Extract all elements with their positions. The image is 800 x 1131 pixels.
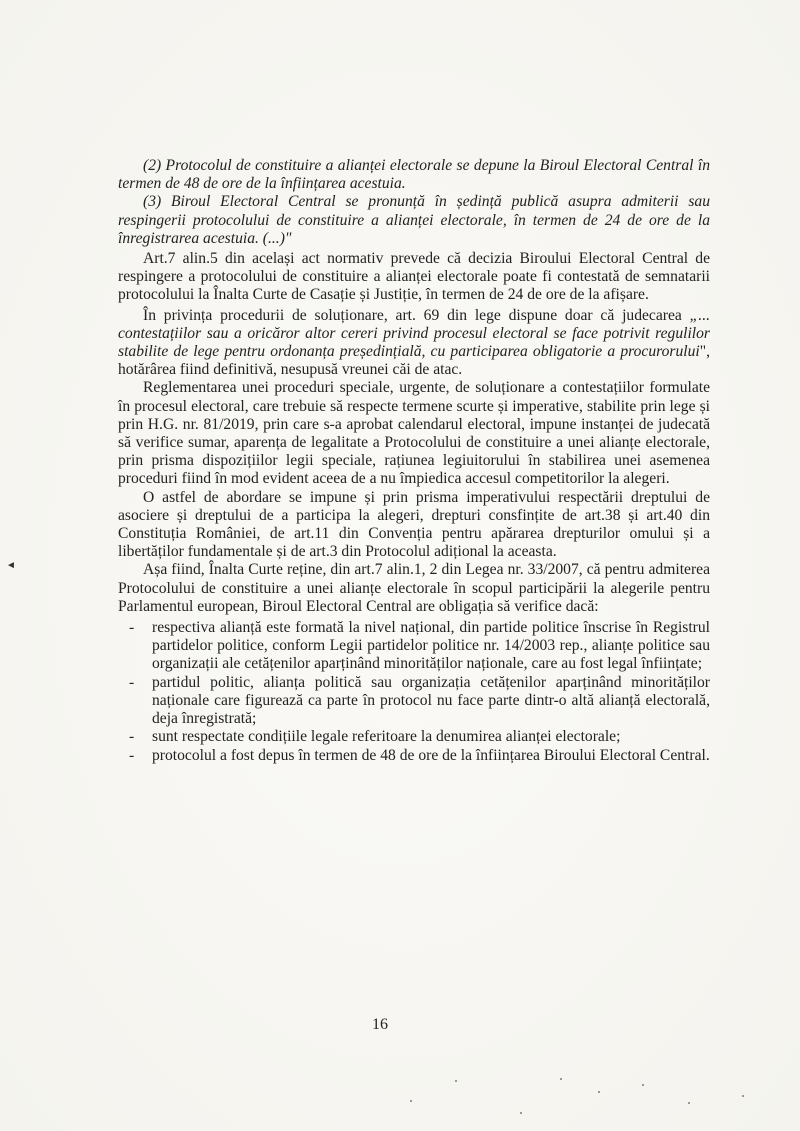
list-item — [118, 674, 710, 729]
document-body — [118, 157, 710, 765]
list-item-text: partidul politic, alianța politică sau organizația cetățenilor aparținând minorităților naționale care figurează ca parte în protocol nu face parte dintr-o altă alianță electorală, deja înregistrată; — [152, 673, 710, 728]
margin-arrow-icon: ◄ — [6, 560, 16, 571]
bullet-marker: - — [129, 728, 135, 746]
list-item-text: sunt respectate condițiile legale referitoare la denumirea alianței electorale; — [152, 728, 621, 746]
bullet-marker: - — [129, 746, 135, 764]
bullet-marker: - — [129, 673, 135, 691]
conditions-list — [118, 619, 710, 765]
list-item — [118, 619, 710, 674]
list-item — [118, 747, 710, 765]
paragraph-approach: O astfel de abordare se impune și prin prisma imperativului respectării dreptului de asociere și dreptului de a participa la alegeri, drepturi consfințite de art.38 și art.40 din Constituția României, de art.11 din Convenția pentru apărarea drepturilor omului și a libertăților fundamentale și de art.3 din Protocolul adițional la aceasta. — [118, 488, 710, 561]
quoted-paragraph-2: (2) Protocolul de constituire a alianței electorale se depune la Biroul Electoral Central în termen de 48 de ore de la înființarea acestuia. — [118, 157, 710, 193]
paragraph-regulation: Reglementarea unei proceduri speciale, urgente, de soluționare a contestațiilor formulate în procesul electoral, care trebuie să respecte termene scurte și imperative, stabilite prin lege și prin H.G. nr. 81/2019, prin care s-a aprobat calendarul electoral, impune instanței de judecată să verifice sumar, aparența de legalitate a Protocolului de constituire a unei alianțe electorale, prin prisma dispozițiilor legii speciale, rațiunea legiuitorului în stabilirea unei asemenea proceduri fiind în mod evident aceea de a nu împiedica accesul competitorilor la alegeri. — [118, 379, 710, 488]
paragraph-procedure-quote: „... contestațiilor sau a oricăror altor cereri privind procesul electoral se face potrivit regulilor stabilite de lege pentru ordonanța președințială, cu participarea obligatorie a procurorului — [118, 306, 710, 361]
page-number: 16 — [372, 1016, 388, 1033]
bullet-marker: - — [129, 619, 135, 637]
quoted-paragraph-3: (3) Biroul Electoral Central se pronunță în ședință publică asupra admiterii sau respingerii protocolului de constituire a alianței electorale, în termen de 24 de ore de la înregistrarea acestuia. (...)" — [118, 193, 710, 247]
paragraph-procedure — [118, 307, 710, 380]
list-item-text: protocolul a fost depus în termen de 48 de ore de la înființarea Biroului Electoral Central. — [152, 746, 710, 764]
paragraph-procedure-end: ", hotărârea fiind definitivă, nesupusă vreunei căi de atac. — [118, 343, 710, 379]
list-item-text: respectiva alianță este formată la nivel național, din partide politice înscrise în Registrul partidelor politice, conform Legii partidelor politice nr. 14/2003 rep., alianțe politice sau organizații ale cetățenilor aparținând minorităților naționale, care au fost legal înființate; — [152, 619, 710, 673]
paragraph-conclusion: Așa fiind, Înalta Curte reține, din art.7 alin.1, 2 din Legea nr. 33/2007, că pentru admiterea Protocolului de constituire a unei alianțe electorale în scopul participării la alegerile pentru Parlamentul european, Biroul Electoral Central are obligația să verifice dacă: — [118, 561, 710, 615]
list-item — [118, 728, 710, 746]
paragraph-art7-alin5: Art.7 alin.5 din același act normativ prevede că decizia Biroului Electoral Central de respingere a protocolului de constituire a alianței electorale poate fi contestată de semnatarii protocolului la Înalta Curte de Casație și Justiție, în termen de 24 de ore de la afișare. — [118, 250, 710, 304]
paragraph-procedure-start: În privința procedurii de soluționare, art. 69 din lege dispune doar că judecarea — [143, 306, 690, 324]
